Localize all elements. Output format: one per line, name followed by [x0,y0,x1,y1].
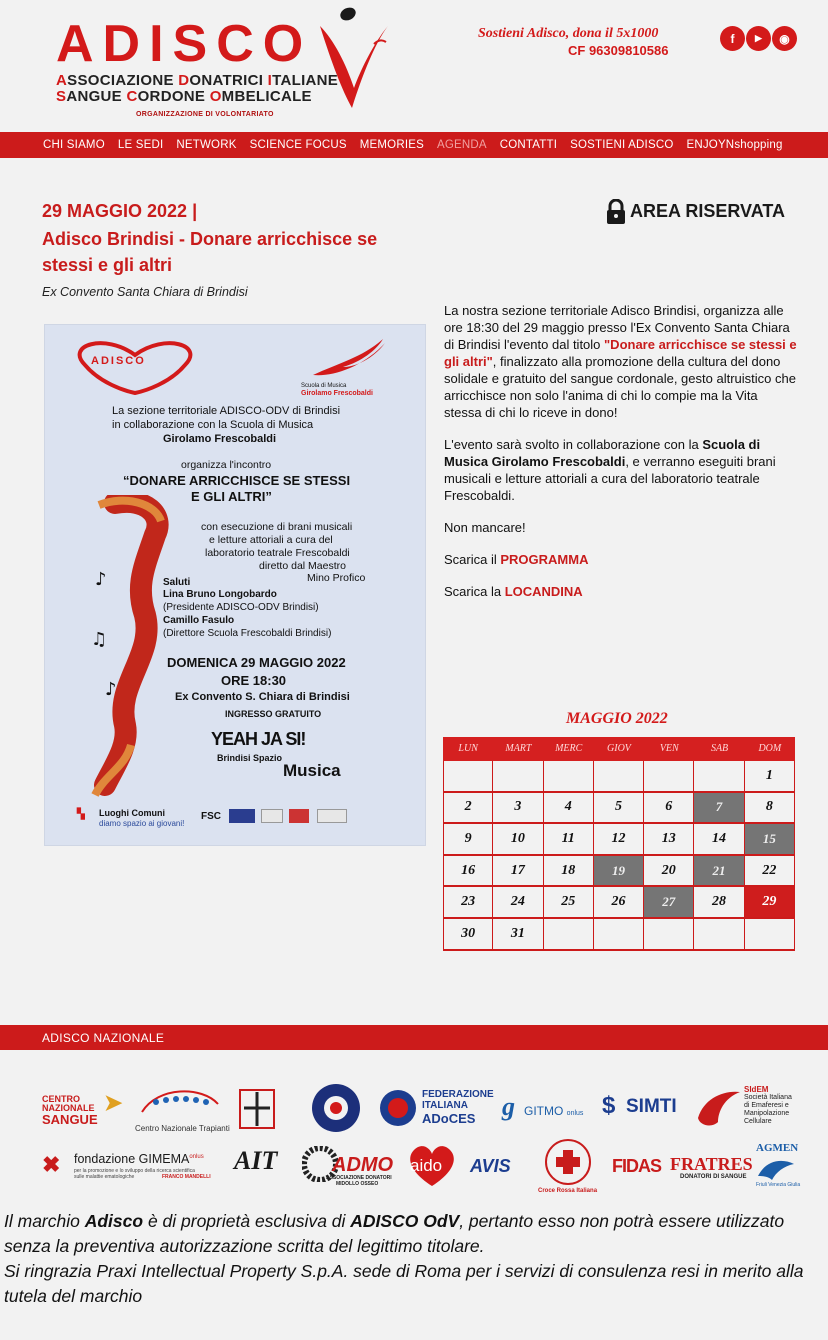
calendar-day-cell[interactable]: 13 [644,824,694,856]
nav-network[interactable]: NETWORK [176,139,237,151]
partner-admo-sub: ASSOCIAZIONE DONATORI [326,1175,392,1181]
poster-line4: organizza l'incontro [181,459,272,471]
calendar-day-cell[interactable]: 31 [493,919,543,951]
youtube-icon[interactable]: ▶ [746,26,771,51]
event-description [444,302,798,615]
event-venue: Ex Convento Santa Chiara di Brindisi [42,285,248,299]
poster-partner-logo-icon [317,809,347,823]
calendar-empty-cell [594,761,644,793]
partner-agmen[interactable]: AGMEN [756,1142,799,1154]
calendar-day-cell[interactable]: 2 [443,793,493,825]
event-date: 29 MAGGIO 2022 | [42,201,198,221]
nav-science-focus[interactable]: SCIENCE FOCUS [249,139,347,151]
calendar-day-cell[interactable]: 17 [493,856,543,888]
partner-admo-sub2: MIDOLLO OSSEO [336,1181,379,1187]
calendar-day-header: GIOV [607,743,631,754]
lock-icon[interactable] [606,199,626,225]
calendar-week-row [443,761,795,793]
svg-text:♪: ♪ [95,569,107,590]
poster-place: Ex Convento S. Chiara di Brindisi [175,691,350,703]
partner-gitmo[interactable]: GITMO onlus [524,1104,584,1118]
poster-adisco-logo: ADISCO [91,355,146,367]
partner-admo[interactable]: ADMO [332,1154,394,1176]
calendar-day-cell[interactable]: 11 [544,824,594,856]
poster-musica: Musica [283,761,341,780]
calendar-day-cell[interactable]: 24 [493,887,543,919]
poster-desc-3: laboratorio teatrale Frescobaldi [205,547,350,559]
nav-enjoyn-shopping[interactable]: ENJOYNshopping [686,139,783,151]
calendar-day-cell[interactable]: 18 [544,856,594,888]
partner-cord-federation-icon[interactable] [234,1082,280,1136]
poster-saluti-4: (Direttore Scuola Frescobaldi Brindisi) [163,628,332,639]
calendar-day-header: VEN [659,743,679,754]
poster-gov-logo-icon [261,809,283,823]
calendar-day-cell[interactable]: 1 [745,761,795,793]
partner-adoces[interactable]: FEDERAZIONE ITALIANA ADoCES [422,1089,494,1126]
calendar-day-cell[interactable]: 3 [493,793,543,825]
poster-luoghi-sub: diamo spazio ai giovani! [99,819,185,828]
poster-headline-2: E GLI ALTRI” [191,489,272,504]
nav-sostieni-adisco[interactable]: SOSTIENI ADISCO [570,139,674,151]
calendar-body [443,761,795,951]
partner-ait[interactable]: AIT [234,1146,278,1175]
calendar-day-cell[interactable]: 10 [493,824,543,856]
calendar-day-cell[interactable]: 30 [443,919,493,951]
poster-desc-2: e letture attoriali a cura del [209,534,333,546]
partner-sidem-drop-icon[interactable] [694,1088,744,1128]
calendar-week-row [443,919,795,951]
calendar-day-cell[interactable]: 7 [694,793,744,825]
partner-cns-arrow-icon: ➤ [104,1090,123,1115]
event-poster[interactable] [44,324,426,846]
support-5x1000-text[interactable]: Sostieni Adisco, dona il 5x1000 [478,26,659,41]
calendar-day-cell[interactable]: 27 [644,887,694,919]
poster-desc-5: Mino Profico [307,572,366,584]
logo-tagline: ORGANIZZAZIONE DI VOLONTARIATO [136,111,274,118]
poster-eu-flag-icon [229,809,255,823]
poster-line1: La sezione territoriale ADISCO-ODV di Brindisi [112,405,341,417]
calendar-day-cell[interactable]: 29 [745,887,795,919]
calendar-day-header: MART [505,743,532,754]
nav-chi-siamo[interactable]: CHI SIAMO [43,139,105,151]
disclaimer-line-2: Si ringrazia Praxi Intellectual Property S.p.A. sede di Roma per i servizi di consulenza resi in merito alla tutela del marchio [4,1261,804,1306]
rss-icon[interactable]: ◉ [772,26,797,51]
calendar-day-header: LUN [458,743,478,754]
calendar-empty-cell [594,919,644,951]
partner-cri-icon[interactable] [542,1138,594,1186]
disclaimer-line-1: Il marchio Adisco è di proprietà esclusiva di ADISCO OdV, pertanto esso non potrà essere utilizzato senza la preventiva autorizzazione scritta del legittimo titolare. [4,1211,785,1256]
poster-saluti: Saluti [163,577,191,588]
partner-simti[interactable]: SIMTI [626,1096,677,1117]
calendar-empty-cell [544,919,594,951]
event-title: Adisco Brindisi - Donare arricchisce se stessi e gli altri [42,229,378,275]
partner-cns[interactable]: CENTRO NAZIONALE SANGUE [42,1094,98,1127]
calendar-day-cell[interactable]: 12 [594,824,644,856]
calendar-day-cell[interactable]: 9 [443,824,493,856]
poster-fsc: FSC [201,811,221,822]
calendar-week-row [443,887,795,919]
calendar-day-cell[interactable]: 26 [594,887,644,919]
description-paragraph-3: Non mancare! [444,520,526,535]
partner-fidas[interactable]: FIDAS [612,1156,661,1176]
reserved-area-link[interactable]: AREA RISERVATA [630,201,786,221]
calendar-empty-cell [544,761,594,793]
svg-text:♪: ♪ [105,679,117,700]
calendar-day-cell[interactable]: 22 [745,856,795,888]
calendar-day-cell[interactable]: 4 [544,793,594,825]
poster-saluti-3: Camillo Fasulo [163,615,235,626]
partner-cri-label: Croce Rossa Italiana [538,1188,598,1194]
calendar-empty-cell [493,761,543,793]
calendar-day-cell[interactable]: 25 [544,887,594,919]
calendar-empty-cell [694,919,744,951]
calendar-day-cell[interactable]: 15 [745,824,795,856]
logo-heart-v-icon [314,4,394,114]
poster-luoghi-icon: ▚ [77,809,85,820]
nav-memories[interactable]: MEMORIES [359,139,424,151]
calendar-empty-cell [745,919,795,951]
poster-region-logo-icon [289,809,309,823]
calendar-day-header: DOM [758,743,782,754]
logo-wordmark[interactable]: ADISCO [56,15,313,73]
poster-date: DOMENICA 29 MAGGIO 2022 [167,655,346,670]
calendar-day-cell[interactable]: 20 [644,856,694,888]
nav-contatti[interactable]: CONTATTI [499,139,558,151]
download-locandina: Scarica la LOCANDINA [444,584,583,599]
partner-fratres[interactable]: FRATRES [670,1154,753,1174]
poster-frescobaldi-logo-1: Scuola di Musica [301,383,347,389]
poster-yeah-ja-si: YEAH JA SI! [211,729,306,749]
calendar-empty-cell [443,761,493,793]
description-paragraph-1: La nostra sezione territoriale Adisco Brindisi, organizza alle ore 18:30 del 29 maggio presso l'Ex Convento Santa Chiara di Brindisi l'evento dal titolo "Donare arricchisce se stessi e gli altri", finalizzato alla promozione della cultura del dono solidale e gratuito del sangue cordonale, gesto altruistico che arricchisce non solo l'anima di chi lo compie ma la Vita stessa di chi lo riceve in dono! [444,303,797,420]
calendar [443,737,795,951]
calendar-day-cell[interactable]: 8 [745,793,795,825]
partner-gimema-sub: per la promozione e lo sviluppo della ricerca scientifica [74,1168,195,1174]
poster-desc-4: diretto dal Maestro [259,560,346,572]
logo-subtitle-line1: ASSOCIAZIONE DONATRICI ITALIANE [56,72,339,89]
calendar-header-row [443,737,795,761]
locandina-link[interactable]: LOCANDINA [504,584,583,599]
calendar-empty-cell [694,761,744,793]
poster-frescobaldi-wing-icon [303,337,393,385]
poster-desc-1: con esecuzione di brani musicali [201,521,353,533]
poster-hands-ribbon-icon [85,495,175,815]
poster-saluti-2: (Presidente ADISCO-ODV Brindisi) [163,602,319,613]
poster-line2: in collaborazione con la Scuola di Musica [112,419,314,431]
partner-gitmo-g-icon: g [502,1092,515,1121]
tax-code-text: CF 96309810586 [568,43,669,58]
poster-saluti-1: Lina Bruno Longobardo [163,589,277,600]
poster-frescobaldi-logo-2: Girolamo Frescobaldi [301,390,373,397]
calendar-day-cell[interactable]: 28 [694,887,744,919]
calendar-day-cell[interactable]: 5 [594,793,644,825]
poster-entry: INGRESSO GRATUITO [225,709,322,719]
partner-fratres-sub: DONATORI DI SANGUE [680,1174,747,1180]
facebook-icon[interactable]: f [720,26,745,51]
calendar-day-cell[interactable]: 19 [594,856,644,888]
partner-aido[interactable]: aido [410,1156,443,1175]
calendar-empty-cell [644,919,694,951]
partner-cnt-label: Centro Nazionale Trapianti [135,1124,230,1133]
calendar-day-cell[interactable]: 16 [443,856,493,888]
nav-agenda[interactable]: AGENDA [436,139,487,151]
calendar-week-row [443,793,795,825]
svg-text:♫: ♫ [91,629,108,650]
partner-avis[interactable]: AVIS [470,1156,511,1176]
calendar-day-header: SAB [710,743,729,754]
partner-adoces-icon[interactable] [378,1088,418,1128]
partner-cnt-people-icon[interactable] [138,1084,222,1122]
partner-sidem[interactable]: SIdEM Società Italiana di Emaferesi e Manipolazione Cellulare [744,1085,792,1125]
main-nav [0,132,828,158]
calendar-week-row [443,856,795,888]
poster-headline-1: “DONARE ARRICCHISCE SE STESSI [123,473,351,488]
partner-simti-icon: $ [602,1092,616,1119]
calendar-empty-cell [644,761,694,793]
poster-luoghi: Luoghi Comuni [99,808,165,818]
partner-gimema-icon: ✖ [42,1152,61,1177]
calendar-day-cell[interactable]: 6 [644,793,694,825]
poster-line3: Girolamo Frescobaldi [163,433,277,445]
calendar-day-cell[interactable]: 21 [694,856,744,888]
partner-gimema-sub2: sulle malattie ematologiche [74,1174,135,1180]
logo-subtitle-line2: SANGUE CORDONE OMBELICALE [56,88,312,105]
calendar-title: MAGGIO 2022 [566,710,668,727]
calendar-week-row [443,824,795,856]
partner-agmen-sub: Friuli Venezia Giulia [756,1182,801,1188]
partner-gimema[interactable]: fondazione $GIMEMA^{onlus}$ [74,1152,204,1166]
national-label: ADISCO NAZIONALE [42,1031,165,1045]
partner-bmdr-icon[interactable] [306,1078,366,1138]
download-programma: Scarica il PROGRAMMA [444,552,589,567]
poster-yeah-sub: Brindisi Spazio [217,753,283,763]
description-paragraph-2: L'evento sarà svolto in collaborazione con la Scuola di Musica Girolamo Frescobaldi, e verranno eseguiti brani musicali e letture attoriali a cura del laboratorio teatrale Frescobaldi. [444,437,776,503]
partner-agmen-bird-icon [756,1156,796,1182]
calendar-day-cell[interactable]: 23 [443,887,493,919]
partner-gimema-sub3: FRANCO MANDELLI [162,1174,211,1180]
nav-le-sedi[interactable]: LE SEDI [117,139,164,151]
calendar-day-cell[interactable]: 14 [694,824,744,856]
programma-link[interactable]: PROGRAMMA [500,552,589,567]
poster-time: ORE 18:30 [221,673,287,688]
calendar-day-header: MERC [555,743,583,754]
trademark-disclaimer [4,1209,828,1309]
